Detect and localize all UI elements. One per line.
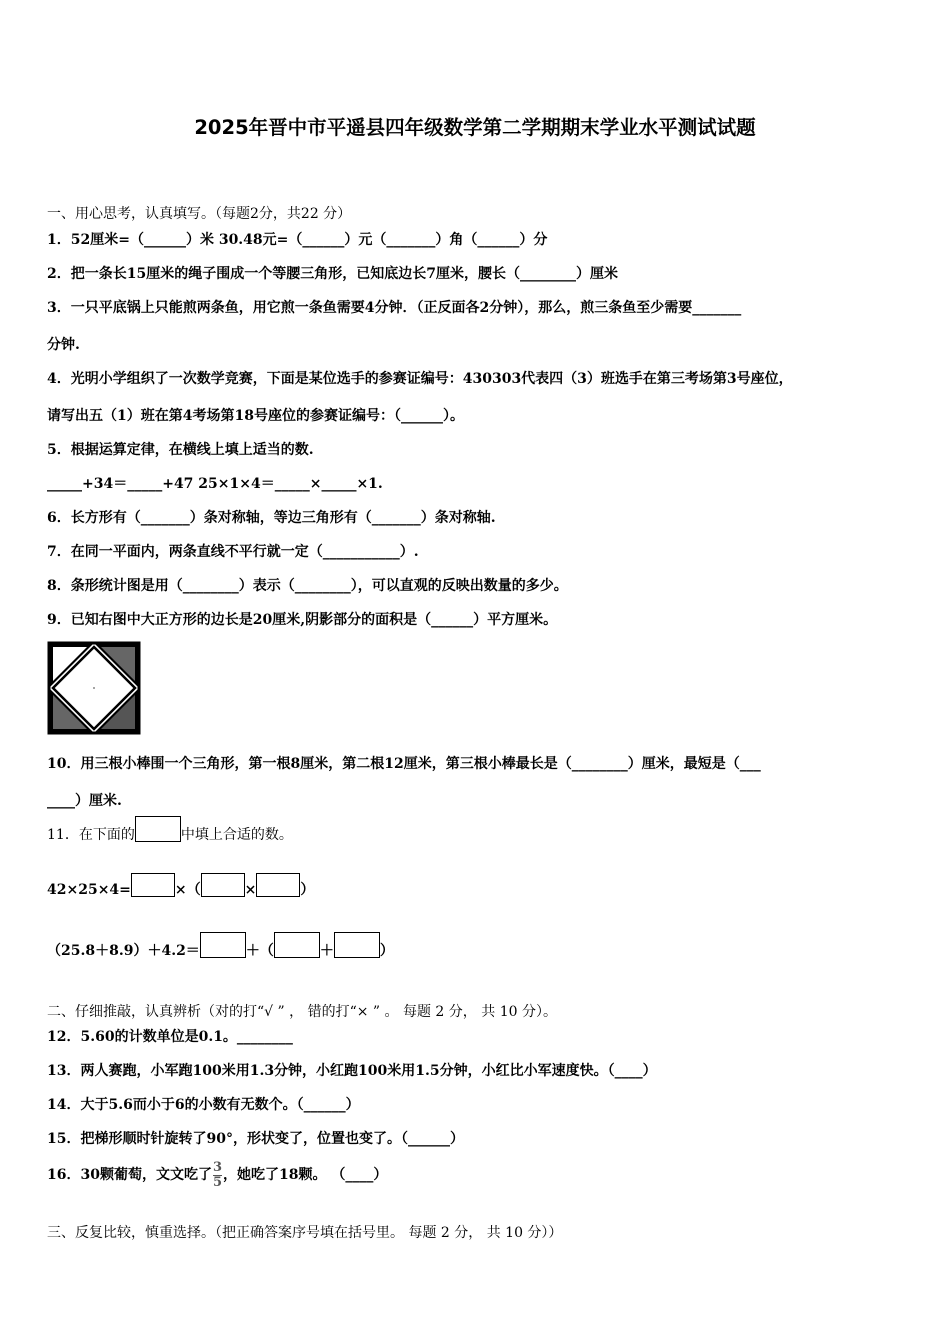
question-4: 4．光明小学组织了一次数学竞赛，下面是某位选手的参赛证编号：430303代表四（3）班选手在第三考场第3号座位，	[47, 371, 793, 387]
question-11	[47, 822, 293, 848]
row-1-expression: 42×25×4=	[47, 882, 131, 898]
fraction-three-fifths	[212, 1159, 223, 1190]
square-figure	[47, 641, 141, 735]
row-1-close-paren: ）	[300, 882, 315, 898]
section-2-heading: 二、仔细推敲，认真辨析（对的打“√ ” ， 错的打“× ” 。 每题 2 分， 共 10 分）。	[47, 1004, 557, 1020]
answer-box[interactable]	[274, 932, 320, 958]
question-5: 5．根据运算定律，在横线上填上适当的数.	[47, 442, 314, 458]
section-1-heading: 一、用心思考，认真填写。（每题2分，共22 分）	[47, 206, 352, 222]
question-16	[47, 1160, 387, 1190]
question-7: 7．在同一平面内，两条直线不平行就一定（___________）.	[47, 544, 419, 560]
page-title: 2025年晋中市平遥县四年级数学第二学期期末学业水平测试试题	[194, 116, 756, 139]
answer-box[interactable]	[131, 873, 175, 897]
fraction-denominator: 5	[212, 1174, 223, 1190]
question-16-lead: 16．30颗葡萄，文文吃了	[47, 1167, 212, 1183]
question-3-cont: 分钟.	[47, 337, 80, 353]
question-12: 12．5.60的计数单位是0.1。________	[47, 1029, 293, 1045]
row-1-times-paren: ×（	[174, 882, 201, 898]
question-3: 3．一只平底锅上只能煎两条鱼，用它煎一条鱼需要4分钟．（正反面各2分钟），那么，煎三条鱼至少需要_______	[47, 300, 742, 316]
question-2: 2．把一条长15厘米的绳子围成一个等腰三角形，已知底边长7厘米，腰长（________）厘米	[47, 266, 618, 282]
answer-box[interactable]	[135, 816, 181, 842]
question-11-lead: 11．在下面的	[47, 827, 135, 843]
question-4-cont: 请写出五（1）班在第4考场第18号座位的参赛证编号：（______）。	[47, 408, 464, 424]
question-5-blanks: _____+34＝_____+47 25×1×4＝_____×_____×1.	[47, 476, 383, 492]
question-15: 15．把梯形顺时针旋转了90°，形状变了，位置也变了。（______）	[47, 1131, 464, 1147]
question-9: 9．已知右图中大正方形的边长是20厘米,阴影部分的面积是（______）平方厘米。	[47, 612, 558, 628]
question-11-tail: 中填上合适的数。	[180, 827, 293, 843]
question-16-tail: ，她吃了18颗。 （____）	[223, 1167, 388, 1183]
section-3-heading: 三、反复比较，慎重选择。（把正确答案序号填在括号里。 每题 2 分， 共 10 分））	[47, 1225, 563, 1241]
answer-box[interactable]	[201, 873, 245, 897]
fraction-numerator: 3	[212, 1159, 223, 1175]
question-13: 13．两人赛跑，小军跑100米用1.3分钟，小红跑100米用1.5分钟，小红比小军速度快。（____）	[47, 1063, 657, 1079]
row-2-expression: （25.8＋8.9）＋4.2＝	[47, 943, 200, 959]
question-10: 10．用三根小棒围一个三角形，第一根8厘米，第二根12厘米，第三根小棒最长是（________）厘米，最短是（___	[47, 756, 761, 772]
row-2-close-paren: ）	[379, 943, 394, 959]
answer-box[interactable]	[334, 932, 380, 958]
question-11-row-1	[47, 876, 314, 904]
question-14: 14．大于5.6而小于6的小数有无数个。（______）	[47, 1097, 360, 1113]
question-1: 1．52厘米=（______）米 30.48元=（______）元（_______）角（______）分	[47, 232, 548, 248]
row-2-plus: ＋	[319, 943, 334, 959]
question-8: 8．条形统计图是用（________）表示（________），可以直观的反映出数量的多少。	[47, 578, 568, 594]
question-6: 6．长方形有（_______）条对称轴，等边三角形有（_______）条对称轴.	[47, 510, 496, 526]
answer-box[interactable]	[200, 932, 246, 958]
question-10-cont: ____）厘米.	[47, 793, 122, 809]
question-11-row-2	[47, 936, 394, 966]
answer-box[interactable]	[256, 873, 300, 897]
row-1-times: ×	[244, 882, 257, 898]
row-2-plus-paren: ＋（	[245, 943, 274, 959]
